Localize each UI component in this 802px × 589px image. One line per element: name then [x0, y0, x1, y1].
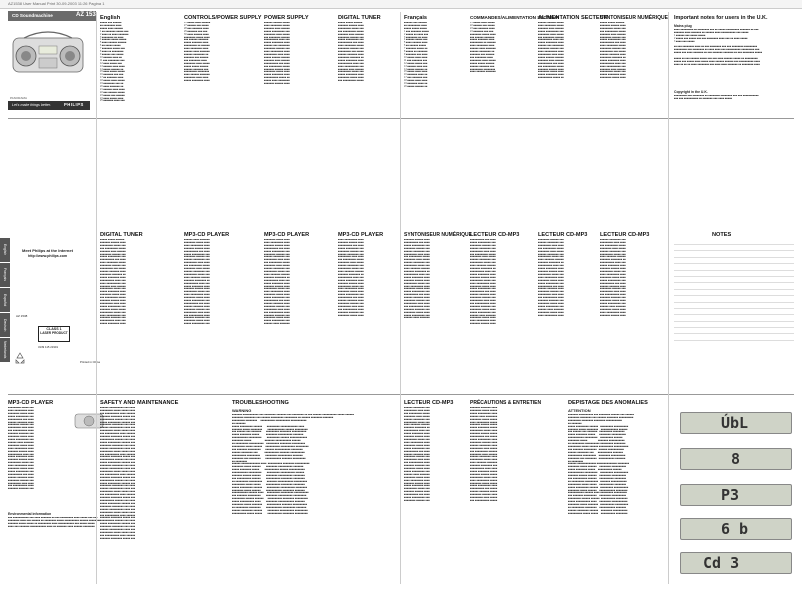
title-alimentation: ALIMENTATION SECTEUR [538, 15, 608, 21]
title-safety: SAFETY AND MAINTENANCE [100, 400, 179, 406]
lcd-text-2: 8 [731, 450, 741, 468]
text-mp3cd-1: ■■■■■■ ■■■■ ■■■■■■■ ■■■■■■■■ ■■■■■ ■■■■ ■■■■ ■■■■■■■■■ ■■■■ ■■■■■■■ ■■■■■■ ■■■■ ■■■■■■■■■■ ■■■ ■■■■ ■■■■■ ■■■■■■■■■ ■■■ ■■■■■■■■ ■■■■■■ ■■■ ■■■■■■ ■■■■■■■■ ■■■ ■■■■■■■■■ ■■■■ ■■■■ ■■■ ■■■■■■■■■ ■■■■■ ■■■■■■■■ ■■■■ ■■■■■ ■■■■■■ ■■■■■■■■ ■■■ ■■■■■■■■■ ■■■■■ ■■■ ■■■■ ■■■■■■■ ■■■■■■ ■■■■■■■ ■■■■■■■■ ■■ ■■■■■■■■■■ ■■■■ ■■■ ■■■■■ ■■■■■■■■ ■■■■ ■■■■■■■ ■■■■■■ ■■■■ ■■■■■■■■■ ■■■■■ ■■■ ■■■■ ■■■■■■■■■ ■■■■ ■■■■■■■■ ■■■■■ ■■■■ ■■■■■ ■■■■■■■■■ ■■■ ■■■■■■■■■■ ■■■ ■■■■ ■■■■■■ ■■■■■■■ ■■■■ ■■■■■■■■ ■■■■■■ ■■■ ■■■■■■■■■ ■■■■ ■■■■ ■■■ ■■■■■■■■■■ ■■■■ ■■■■■■■ ■■■■■■■ ■■■ ■■■■■■■■ ■■■■■ ■■■■ ■■■■■ ■■■■■■■■■ ■■■ [184, 239, 210, 326]
text-depistage: ■■■■■■■ ■■■■■■■■■■ ■■■ ■■■■■■■■ ■■■■■■ ■■■ ■■■■■■ ■■■■■■■■ ■■■■■■■■ ■■■ ■■■■■■ ■■■■■■■■ ■■■■■■■■■■ ■■■■■■■■■ ■■■■■■■■ ■■■■■■■■ ■■■■■■■■■■■ ■■ ■■■■■■■ ■■■■■ ■■■■■■■■■ ■■■■■■ ■■■■■■■■■ ■■■■■■■■■■ ■■■■■■■ ■■■■■ ■■■■■■■■ ■■■■■■■■■■■■ ■■■■■■ ■■■ ■■■■■■ ■■■ ■■■■■■■ ■■■■■■■■■ ■■■■■■■■ ■■■■■ ■■■■■■■■ ■■■■■ ■■■■■■■■ ■■■■■■■■■■ ■■■■■■■■■■■ ■■■■■■■■■ ■■■■■■■■■ ■■■■■■ ■■■■■■■■ ■■■■■ ■■■■■■■ ■■■■■■■■■■■ ■■ ■■■■■■■■■ ■■■■■■■■■■ ■■■■■■■■■ ■■■■■■■■ ■■■■■■■■■ ■■■■■ ■■■■■■ ■■■■■■■■■■ ■■■■■■■■■■ ■■■ ■■■■■■■ ■■■■■■■■■ ■■■■■■ ■■■■■■■■■■■ ■■■■■■ ■■■■■■■■ ■■■ ■■■■■■■■■■ ■■■■■■■ ■■■■■■■■■■ ■■■■■■■■■ ■■■■■■■■ ■■■■■■■■■■ ■■■■■■■■ ■■■ ■■■■■■■■ ■■■■■■■■■■■ ■■■■■■■ ■■ ■■■■■■■■ ■■■■■■ ■■■■■■■■■■■■■ ■■■■■■■■■■■■■■ ■■■■■■■■ ■■■■■■■■ ■■■■■ ■■■■■■ ■■■■■■■■ ■■■■■■■■■■ ■■■■■ ■■■■■■■■ ■■■■■ ■■■■■■■■■■ ■■■■■■ ■■■■■■■■■■■ ■■■■■■■■■ ■■■■■■■■■ ■■■■■■■■■■ ■■■■■■■ ■■■■■■ ■■■■■■ ■■■■■■■■ ■■■■■■■■■■ ■■■ ■■■■■■■■■■ ■■■■■■ ■■■■■■■■■■ ■■■■■■■■ ■■ ■■■■■■■■■ ■■■■■■■■■ ■■■■■■■ ■■■■■■■■■■■ ■■■■■■■■■ ■■■■■ ■■■■■ ■■■■■■■■■■ ■■■■■■■■ ■■■■■ ■■■■■■■■■ ■■■■■■ ■■■■■■■■■ ■■■■■■■■■■ ■■■■■■■■ ■■■■■ ■■■■■■ ■■■■■■■■■■■ ■■■■■■■■ ■■■■■■■■■■■ ■■■■■■ ■■■■ ■■■■■■■■■ ■■■■■■■■■ ■■■ ■■■■■■■ ■■■■■■■■■ ■■■■■■■■ ■■■■■■■■■■ ■■■■■■■■■ ■■■■■■ ■■■■■■ ■■■■■■■■■■ ■■■■■■■■ ■■■■■ ■■■■■■■■■■ ■■■■ ■■■■■■■■ ■■■■■■■■■■■ ■■■■■■■■ ■■■■■ ■■■■■■■ ■■■■■■■■■■ ■■■■■■■■■ ■■ ■■■■■■■■■ ■■■■■■■■ ■■■■■■■■■■■ ■■■■■■■ ■■■■■■ ■■■■■■■■ ■■■■■■ ■■■■■■■■ ■■■■■■■■■■ ■■■■■■■■■■ ■■■■■ ■■■■■ ■■■■■■■■■■ ■■■■■■■■ [568, 414, 635, 515]
title-syntoniseur: SYNTONISEUR NUMÉRIQUE [600, 15, 668, 21]
tagline: Let's make things better. [12, 103, 51, 107]
env-heading: Environmental information [8, 512, 52, 516]
text-power-supply: ■■■■■■ ■■■■■■ ■■■■■ ■■■■ ■■■■■■■■ ■■■■■ ■■■■■■■ ■■■■ ■■■■■■ ■■■■■ ■■■■■■■■■ ■■■ ■■■■■■■■ ■■■■ ■■■■■ ■■■ ■■■■■■■■ ■■■■■■ ■■■■■■■■■■ ■■■■ ■■■ ■■■■■ ■■■■■■■■ ■■■■ ■■■■■■ ■■■ ■■■■■■■■ ■■■■■■■■ ■■■■■■ ■■■ ■■■■ ■■■■■■■■■ ■■■■ ■■■■■■■■■ ■■■■ ■■■■ ■■■■■ ■■■■■■ ■■■■■■ ■■■■■■■ ■■■■ ■■■■■■ ■■■■■■■■■■ ■■■ ■■■■ ■■■ ■■■■■■■■■ ■■■■■ ■■■■■■■ ■■■■■■ ■■■■ ■■■■■■■■ ■■■■■ ■■■■ ■■■■■ ■■■■■■■■ ■■■■ ■■■■■■■■■■ ■■■■■ ■■ ■■■■■ ■■■■ ■■■■■■■■ ■■■■■■■ ■■■■■■ ■■■■ [264, 22, 290, 86]
lcd-display-2 [680, 448, 792, 470]
tab-francais: Français [0, 263, 10, 287]
title-commandes: COMMANDES/ALIMENTATION SECTEUR [470, 15, 560, 20]
title-lecteur-1: LECTEUR CD-MP3 [470, 232, 520, 238]
text-uk-copyright: ■■■■■■■■■ ■■■ ■■■■■■■■ ■■ ■■■■■■■■ ■■■■■■■■ ■■■ ■■■ ■■■■■■■■■■■ ■■■ ■■■ ■■■■■■■■■■ ■■ ■■■■■■■ ■■■ ■■■■ ■■■■■ [674, 95, 759, 100]
text-environment: ■■■ ■■■■■■■■■■■ ■■■ ■■■■ ■■■■■■■ ■■ ■■■ ■■■■■■■■■ ■■■■ ■■■■■ ■■■ ■■■■■■■■ ■■■■ ■■■ ■■■■■■ ■■ ■■■■■■■■ ■■■■■ ■■■■■■■■■■ ■■■■■■ ■■■■■■■■ ■■■■■■■ ■■■■■ ■■■■■ ■■ ■■■■■■■■■ ■■■■ ■■■■■■■■■■■ ■■■ ■■■■■ ■■■■■ ■■■■ ■■■ ■■■■■■■ ■■■■■■■■■■■ ■■■■ ■■ ■■■■■■■ ■■■■ ■■■■■■ ■■■■■■■■ [8, 517, 101, 528]
text-mp3cd-4: ■■■■■■■■■ ■■■■■ ■■■ ■■■■ ■■■■■■■■■ ■■■■ ■■■■■■■■ ■■■■■ ■■■■ ■■■■■ ■■■■■■■■■ ■■■ ■■■■■■■■■■ ■■■ ■■■■ ■■■■■■ ■■■■■■■ ■■■■ ■■■■■■■■ ■■■■■■ ■■■ ■■■■■■■■■ ■■■■ ■■■■ ■■■ ■■■■■■■■■■ ■■■■ ■■■■■■■ ■■■■■■■ ■■■ ■■■■■■■■ ■■■■■ ■■■■ ■■■■■ ■■■■■■■■■ ■■■ ■■■■■■ ■■■■ ■■■■■■■ ■■■■■■■■ ■■■■■ ■■■■ ■■■■ ■■■■■■■■■ ■■■■ ■■■■■■■ ■■■■■■ ■■■■ ■■■■■■■■■■ ■■■■ ■■■ ■■■■■ ■■■■■■■■ ■■■■ ■■■■■■■ ■■■■■■ ■■■■ ■■■■■■■■■ ■■■■■ ■■■ ■■■■ ■■■■■■■■■ ■■■■ ■■■■■■■■ ■■■■■ ■■■■ ■■■■■ ■■■■■■■■■ ■■■ ■■■■■■■■■■ ■■■ ■■■■ ■■■■■■ ■■■■■■■ ■■■■ ■■■■■■■■ ■■■■■■ ■■■ ■■■■■■■■■ ■■■■ ■■■■ ■■■ ■■■■■■■■■■ ■■■■ ■■■■■■■ ■■■■■■■ ■■■ [8, 407, 34, 491]
lcd-display-5 [680, 552, 792, 574]
notes-lines [674, 244, 794, 346]
internet-url[interactable]: http://www.philips.com [28, 254, 68, 258]
recycle-icon [14, 352, 26, 364]
text-precautions: ■■■■■■■ ■■■■■■■ ■■■■ ■■■■■■■■ ■■■■■ ■■■■■ ■■■■■ ■■■■■■■■■ ■■■■ ■■■■■■ ■■■■ ■■■■■■■■ ■■■■■■■■ ■■■■■ ■■■■■ ■■■■ ■■■■■■■■■ ■■■■■ ■■■■■■■ ■■■■■■ ■■■■■ ■■■■■ ■■■■■■■■ ■■■■■ ■■■■■■■■■ ■■■■■ ■■■■ ■■■■■■■ ■■■■■■ ■■■■■ ■■■■■■■■■■ ■■■ ■■■■■ ■■■■■ ■■■■■■■■■ ■■■■ ■■■■■■■■ ■■■■■■ ■■■■ ■■■■■■ ■■■■■■■■ ■■■■ ■■■■■■■■■ ■■■■ ■■■■■ ■■■ ■■■■■■■■■ ■■■■■■ ■■■■■■■■ ■■■■ ■■■■■■ ■■■■■■ ■■■■■■■■ ■■■■ ■■■■■■■■■ ■■■■■ ■■■■ ■■■■ ■■■■■■■ ■■■■■■■ ■■■■■■■ ■■■■■■■■ ■■■ ■■■■■■■■■■ ■■■■ ■■■■ ■■■■■ ■■■■■■■■ ■■■■■ ■■■■■■■ ■■■■■■ ■■■■■ ■■■■■■■■■ ■■■■■ ■■■■ ■■■■ ■■■■■■■■■ ■■■■■ ■■■■■■■■ ■■■■■ ■■■■■ ■■■■■ ■■■■■■■■■ ■■■■ ■■■■■■■■■■ ■■■ ■■■■■ ■■■■■■ ■■■■■■■ ■■■■■ ■■■■■■■■ ■■■■■■ ■■■■ ■■■■■■■■■ ■■■■ ■■■■■ ■■■ ■■■■■■■■■■ ■■■■■ [470, 407, 498, 502]
cover-series: CD Soundmachine [12, 13, 53, 18]
text-lecteur-2: ■■■■■■■■ ■■■■■■ ■■■ ■■■■■■ ■■■■■■■■ ■■■ ■■■■■■■■■ ■■■■ ■■■■ ■■■ ■■■■■■■■■ ■■■■■ ■■■■■■■■ ■■■■ ■■■■■ ■■■■■■ ■■■■■■■■ ■■■ ■■■■■■■■■ ■■■■■ ■■■ ■■■■ ■■■■■■■ ■■■■■■ ■■■■■■■ ■■■■■■■■ ■■ ■■■■■■■■■■ ■■■■ ■■■ ■■■■■ ■■■■■■■■ ■■■■ ■■■■■■■ ■■■■■■ ■■■■ ■■■■■■■■■ ■■■■■ ■■■ ■■■■ ■■■■■■■■■ ■■■■ ■■■■■■■■ ■■■■■ ■■■■ ■■■■■ ■■■■■■■■■ ■■■ ■■■■■■■■■■ ■■■ ■■■■ ■■■■■■ ■■■■■■■ ■■■■ ■■■■■■■■ ■■■■■■ ■■■ ■■■■■■■■■ ■■■■ ■■■■ ■■■ ■■■■■■■■■■ ■■■■ ■■■■■■■ ■■■■■■■ ■■■ ■■■■■■■■ ■■■■■ ■■■■ ■■■■■ ■■■■■■■■■ ■■■ ■■■■■■ ■■■■ ■■■■■■■ ■■■■■■■■ ■■■■■ ■■■■ ■■■■ ■■■■■■■■■ ■■■■ [538, 239, 564, 317]
title-controls: CONTROLS/POWER SUPPLY [184, 15, 262, 21]
attention-label: ATTENTION [568, 408, 591, 413]
tab-nederlands: Nederlands [0, 338, 10, 362]
text-lecteur-1: ■■■■■■■■■■ ■■■ ■■■■ ■■■■■ ■■■■■■■■■ ■■■ ■■■■■■■■ ■■■■■■ ■■■ ■■■■■■ ■■■■■■■■ ■■■ ■■■■■■■■■ ■■■■ ■■■■ ■■■ ■■■■■■■■■ ■■■■■ ■■■■■■■■ ■■■■ ■■■■■ ■■■■■■ ■■■■■■■■ ■■■ ■■■■■■■■■ ■■■■■ ■■■ ■■■■ ■■■■■■■ ■■■■■■ ■■■■■■■ ■■■■■■■■ ■■ ■■■■■■■■■■ ■■■■ ■■■ ■■■■■ ■■■■■■■■ ■■■■ ■■■■■■■ ■■■■■■ ■■■■ ■■■■■■■■■ ■■■■■ ■■■ ■■■■ ■■■■■■■■■ ■■■■ ■■■■■■■■ ■■■■■ ■■■■ ■■■■■ ■■■■■■■■■ ■■■ ■■■■■■■■■■ ■■■ ■■■■ ■■■■■■ ■■■■■■■ ■■■■ ■■■■■■■■ ■■■■■■ ■■■ ■■■■■■■■■ ■■■■ ■■■■ ■■■ ■■■■■■■■■■ ■■■■ ■■■■■■■ ■■■■■■■ ■■■ ■■■■■■■■ ■■■■■ ■■■■ ■■■■■ ■■■■■■■■■ ■■■ ■■■■■■ ■■■■ ■■■■■■■ ■■■■■■■■ ■■■■■ ■■■■ ■■■■ ■■■■■■■■■ ■■■■ ■■■■■■■ ■■■■■■ ■■■■ [470, 239, 496, 326]
title-digital-tuner: DIGITAL TUNER [338, 15, 381, 21]
text-alimentation: ■■■■■■ ■■■■■■ ■■■■■ ■■■■ ■■■■■■■■ ■■■■■ ■■■■■■■ ■■■■ ■■■■■■ ■■■■■ ■■■■■■■■■ ■■■ ■■■■■■■■ ■■■■ ■■■■■ ■■■ ■■■■■■■■ ■■■■■■ ■■■■■■■■■■ ■■■■ ■■■ ■■■■■ ■■■■■■■■ ■■■■ ■■■■■■ ■■■ ■■■■■■■■ ■■■■■■■■ ■■■■■■ ■■■ ■■■■ ■■■■■■■■■ ■■■■ ■■■■■■■■■ ■■■■ ■■■■ ■■■■■ ■■■■■■ ■■■■■■ ■■■■■■■ ■■■■ ■■■■■■ ■■■■■■■■■■ ■■■ ■■■■ ■■■ ■■■■■■■■■ ■■■■■ ■■■■■■■ ■■■■■■ ■■■■ ■■■■■■■■ ■■■■■ ■■■■ ■■■■■ ■■■■■■■■ ■■■■ ■■■■■■■■■■ ■■■■■ ■■ [538, 22, 564, 80]
text-syntoniseur-2: ■■■■■■■ ■■■■■■ ■■■■ ■■■■■■■■■■ ■■■ ■■■■ ■■■■■ ■■■■■■■■■ ■■■ ■■■■■■■■ ■■■■■■ ■■■ ■■■■■■ ■■■■■■■■ ■■■ ■■■■■■■■■ ■■■■ ■■■■ ■■■ ■■■■■■■■■ ■■■■■ ■■■■■■■■ ■■■■ ■■■■■ ■■■■■■ ■■■■■■■■ ■■■ ■■■■■■■■■ ■■■■■ ■■■ ■■■■ ■■■■■■■ ■■■■■■ ■■■■■■■ ■■■■■■■■ ■■ ■■■■■■■■■■ ■■■■ ■■■ ■■■■■ ■■■■■■■■ ■■■■ ■■■■■■■ ■■■■■■ ■■■■ ■■■■■■■■■ ■■■■■ ■■■ ■■■■ ■■■■■■■■■ ■■■■ ■■■■■■■■ ■■■■■ ■■■■ ■■■■■ ■■■■■■■■■ ■■■ ■■■■■■■■■■ ■■■ ■■■■ ■■■■■■ ■■■■■■■ ■■■■ ■■■■■■■■ ■■■■■■ ■■■ ■■■■■■■■■ ■■■■ ■■■■ ■■■ ■■■■■■■■■■ ■■■■ ■■■■■■■ ■■■■■■■ ■■■ ■■■■■■■■ ■■■■■ ■■■■ ■■■■■ ■■■■■■■■■ ■■■ ■■■■■■ ■■■■ ■■■■■■■ [404, 239, 430, 320]
printed-in: Printed in China [80, 360, 100, 364]
lcd-text-5: Cd 3 [703, 554, 740, 572]
text-francais: ■■■■■■ ■■■ ■■■■■■ ■■ ■■■■■■■■■ ■■■■ ■■■■■ ■■■■■ ■■■■■ 1 ■■■ ■■■■■■■ ■■■■■ 2 ■■■■■ ■■ ■■■■ ■■■ 3 ■■■■■■■■ ■■ ■■■■ 4 ■■■■■■ ■■■■■ ■■■ 5 ■■■■ ■■■■■■ ■■■■ 6 ■■ ■■■■■■ ■■■■■ 7 ■■■■■■■ ■■■■■ ■■ 8 ■■■■■ ■■ ■■■■■■■ 9 ■■■■■■■ ■■■ ■■■■ 10 ■■■■■ ■■■■ ■■■■ 11 ■■■ ■■■■■■■ ■■■ 12 ■■■■■ ■■■■■ ■■■ 13 ■■■■■■ ■■■■ ■■■ 14 ■■■■■ ■■■■■■ ■■ 15 ■■■■■ ■■■■ ■■■■ 16 ■■■■■■■ ■■■■ ■■ 17 ■■■ ■■■■■■■ ■■■ 18 ■■■■■ ■■■■ ■■■■ 19 ■■■■■■■ ■■■■ ■■ 20 ■■■■■ ■■■■■■ ■■ [404, 22, 429, 88]
fold-line-2 [8, 394, 794, 395]
fold-line-1 [8, 118, 794, 119]
lcd-display-3 [680, 484, 792, 506]
title-notes: NOTES [712, 232, 732, 238]
title-english: English [100, 15, 121, 21]
title-syntoniseur-2: SYNTONISEUR NUMÉRIQUE [404, 232, 472, 238]
text-lecteur-3: ■■■■■■ ■■■■■■■■ ■■■ ■■■■■■■■■ ■■■■ ■■■■ ■■■ ■■■■■■■■■ ■■■■■ ■■■■■■■■ ■■■■ ■■■■■ ■■■■■■ ■■■■■■■■ ■■■ ■■■■■■■■■ ■■■■■ ■■■ ■■■■ ■■■■■■■ ■■■■■■ ■■■■■■■ ■■■■■■■■ ■■ ■■■■■■■■■■ ■■■■ ■■■ ■■■■■ ■■■■■■■■ ■■■■ ■■■■■■■ ■■■■■■ ■■■■ ■■■■■■■■■ ■■■■■ ■■■ ■■■■ ■■■■■■■■■ ■■■■ ■■■■■■■■ ■■■■■ ■■■■ ■■■■■ ■■■■■■■■■ ■■■ ■■■■■■■■■■ ■■■ ■■■■ ■■■■■■ ■■■■■■■ ■■■■ ■■■■■■■■ ■■■■■■ ■■■ ■■■■■■■■■ ■■■■ ■■■■ ■■■ ■■■■■■■■■■ ■■■■ ■■■■■■■ ■■■■■■■ ■■■ ■■■■■■■■ ■■■■■ ■■■■ ■■■■■ ■■■■■■■■■ ■■■ ■■■■■■ ■■■■ ■■■■■■■ ■■■■■■■■ ■■■■■ ■■■■ ■■■■ ■■■■■■■■■ ■■■■ ■■■■■■■ ■■■■■■ ■■■■ [600, 239, 626, 317]
title-mp3cd-1: MP3-CD PLAYER [184, 232, 230, 238]
column-divider [400, 12, 401, 584]
internet-heading: Meet Philips at the Internet [22, 248, 73, 253]
warning-label: WARNING [232, 408, 252, 413]
panorama-logo: PANORAMA [10, 96, 27, 100]
tab-deutsch: Deutsch [0, 313, 10, 337]
laser-class-label [38, 326, 70, 342]
laser-product: LASER PRODUCT [40, 331, 68, 335]
print-header-text: AZ1538 User Manual Print 30-09-2003 11:26 Pagina 1 [8, 1, 105, 6]
text-lecteur-4: ■■■■■■ ■■■■■■■■ ■■■ ■■■■■■■■■ ■■■■ ■■■■ ■■■ ■■■■■■■■■ ■■■■■ ■■■■■■■■ ■■■■ ■■■■■ ■■■■■■ ■■■■■■■■ ■■■ ■■■■■■■■■ ■■■■■ ■■■ ■■■■ ■■■■■■■ ■■■■■■ ■■■■■■■ ■■■■■■■■ ■■ ■■■■■■■■■■ ■■■■ ■■■ ■■■■■ ■■■■■■■■ ■■■■ ■■■■■■■ ■■■■■■ ■■■■ ■■■■■■■■■ ■■■■■ ■■■ ■■■■ ■■■■■■■■■ ■■■■ ■■■■■■■■ ■■■■■ ■■■■ ■■■■■ ■■■■■■■■■ ■■■ ■■■■■■■■■■ ■■■ ■■■■ ■■■■■■ ■■■■■■■ ■■■■ ■■■■■■■■ ■■■■■■ ■■■ ■■■■■■■■■ ■■■■ ■■■■ ■■■ ■■■■■■■■■■ ■■■■ ■■■■■■■ ■■■■■■■ ■■■ ■■■■■■■■ ■■■■■ ■■■■ ■■■■■ ■■■■■■■■■ ■■■ ■■■■■■ ■■■■ ■■■■■■■ ■■■■■■■■ ■■■■■ ■■■■ ■■■■ ■■■■■■■■■ ■■■■ ■■■■■■■ ■■■■■■ ■■■■ ■■■■■ ■■■■■■■■ ■■■■ ■■■■■■■■■ ■■■■■ ■■■ ■■■■■■■ ■■■■■■ ■■■■ ■■■■■■■■■■ ■■■ ■■■■ ■■■■■ ■■■■■■■■■ ■■■ ■■■■■■■■ ■■■■■■ ■■■ [404, 407, 430, 502]
uk-copyright-heading: Copyright in the U.K. [674, 90, 708, 94]
text-tuner-2: ■■■■■ ■■■■■ ■■■■■■ ■■■■■■■ ■■■■■■ ■■■■ ■■■■■■■■■ ■■■■■ ■■■ ■■■ ■■■■■■■■■ ■■■■■ ■■■■■■■ ■■■■ ■■■■■■ ■■■■■■■■ ■■■■■■ ■■■ ■■■■■ ■■■■■■■■■ ■■■ ■■■■■■■■■■ ■■■ ■■■■ ■■■■ ■■■■■■■■ ■■■■■ ■■■■■■■■ ■■■■■■ ■■■ ■■■■■■■■■ ■■■ ■■■■■ ■■■■■■ ■■■■■■■ ■■■■ ■■■■■■■■ ■■■■■■■ ■■ ■■■■■ ■■■■■■■■ ■■■■ ■■■■■■■■■■ ■■■■ ■■■ ■■■■ ■■■■■■■■■■ ■■■ ■■■■■■■ ■■■■ ■■■■■■ ■■■■■■■■■ ■■■■■ ■■■ ■■■■■ ■■■■■■■■ ■■■■ ■■■■■■■■ ■■■■■ ■■■■ ■■■ ■■■■■■■■■ ■■■■■ ■■■■■■■ ■■■■■■ ■■■■ ■■■■■■■■■ ■■■■ ■■■■ ■■■■■ ■■■■■■■■■ ■■■ ■■■■■■■ ■■■■■ ■■■■■ ■■■■■■■■■ ■■■■■ ■■■ ■■■■ ■■■■■■■■■■ ■■■ ■■■■■■■ ■■■■■■■ ■■■ ■■■■■■■■■■ ■■■■ ■■■ ■■■■■ ■■■■■■■■ ■■■■ [100, 239, 126, 326]
title-precautions: PRÉCAUTIONS & ENTRETIEN [470, 400, 542, 406]
title-lecteur-3: LECTEUR CD-MP3 [600, 232, 650, 238]
title-mp3cd-2: MP3-CD PLAYER [264, 232, 310, 238]
title-francais: Français [404, 15, 428, 21]
title-lecteur-4: LECTEUR CD-MP3 [404, 400, 454, 406]
text-accessories: ■■■■■ ■■■ ■■■■■■ ■■ ■■■■■■■■ ■■■■ ■■■■■ ■■■■ ■■■■■■ 1 ■■ ■■■■■■■ ■■■■■ ■■■ 2 ■■■■ ■■ ■■■■ ■■■■■■■ 3 ■■■■■■■■ ■■ ■■■■ 4 ■■■■■■ ■■■■■ ■■■■■ 5 ■■■■ ■■■■■■ ■■■■■■ 6 ■■ ■■■■■ ■■■■■ 7 ■■■■■■■ ■■■■■ ■■■ 8 ■■■■ ■■ ■■■■■■■■ 9 ■■■■■■ ■■■ ■■■■■ 10 ■■■■■■ ■■■■ ■■ 11 ■■■ ■■■■■■■■ ■■■ 12 ■■■■ ■■■■■ ■■■ 13 ■■■■■■ ■■■■ ■■■■ 14 ■■■■■ ■■■■■■ ■■ 15 ■■■■ ■■■■■ ■■■■■ 16 ■■■■■■■ ■■■ ■■■ 17 ■■ ■■■■■■■ ■■■■ 18 ■■■■■ ■■■■ ■■■■■ 19 ■■■■■■■■ ■■■ ■■ 20 ■■■■ ■■■■■■■ ■■ 21 ■■■■■■ ■■■■ ■■■■ 22 ■■■ ■■■■■■ ■■■■■ 23 ■■■■■ ■■■ ■■■■■■ 24 ■■■■ ■■■■■ ■■■■ 25 ■■■■■■■ ■■■■ ■■■ [100, 22, 129, 103]
uk-mains-plug-heading: Mains plug [674, 24, 692, 28]
title-power-supply: POWER SUPPLY [264, 15, 309, 21]
title-depistage: DEPISTAGE DES ANOMALIES [568, 400, 648, 406]
lcd-text-3: P3 [721, 486, 740, 504]
text-safety: ■■■■■■ ■■■■■■■■■■ ■■■ ■■■■ ■■■■■■■■■ ■■■■■ ■■■■■ ■■■■ ■■■ ■■■■■■■■■■ ■■■■ ■■■■■■ ■■■■■■■ ■■■■■■■■ ■■■■■ ■■■ ■■■■■■■■■■ ■■■■■■ ■■■ ■■■■ ■■■■■ ■■■■■■■■■ ■■■■■■ ■■■ ■■■■■■■■ ■■■■■■■■ ■■■ ■■■■ ■■■■■■ ■■■■■■■■■■ ■■■■ ■■■ ■■■■■■■■■ ■■■■■ ■■■■■ ■■■■ ■■■ ■■■■■■■■■■ ■■■■ ■■■■■■ ■■■■■■■ ■■■■■■■■ ■■■■■ ■■■ ■■■■■■■■■■ ■■■■■■ ■■■ ■■■■ ■■■■■ ■■■■■■■■■ ■■■■■■ ■■■ ■■■■■■■■ ■■■■■■■■ ■■■ ■■■■ ■■■■■■ ■■■■■■■■■■ ■■■■ ■■■ ■■■■■■■■■ ■■■■■ ■■■■■ ■■■■ ■■■ ■■■■■■■■■■ ■■■■ ■■■■■■ ■■■■■■■ ■■■■■■■■ ■■■■■ ■■■ ■■■■■■■■■■ ■■■■■■ ■■■ ■■■■ ■■■■■ ■■■■■■■■■ ■■■■■■ ■■■ ■■■■■■■■ ■■■■■■■■ ■■■ ■■■■ ■■■■■■ ■■■■■■■■■■ ■■■■ ■■■ ■■■■■■■■■ ■■■■■ ■■■■■ ■■■■ ■■■ ■■■■■■■■■■ ■■■■ ■■■■■■ ■■■■■■■ ■■■■■■■■ ■■■■■ ■■■ ■■■■■■■■■■ ■■■■■■ ■■■ ■■■■ ■■■■■ ■■■■■■■■■ ■■■■■■ ■■■ ■■■■■■■■ ■■■■■■■■ ■■■ ■■■■ ■■■■■■ ■■■■■■■■■■ ■■■■ ■■■ ■■■■■■■■■ ■■■■■ ■■■■■ ■■■■ ■■■ ■■■■■■■■■■ ■■■■ ■■■■■■ ■■■■■■■ ■■■■■■■■ ■■■■■ ■■■ ■■■■■■■■■■ ■■■■■■ ■■■ ■■■■ ■■■■■ ■■■■■■■■■ ■■■■■■ ■■■ ■■■■■■■■ ■■■■■■■■ ■■■ ■■■■ ■■■■■■ ■■■■■■■■■■ ■■■■ ■■■ ■■■■■■■■■ ■■■■■ ■■■■■ ■■■■ ■■■ ■■■■■■■■■■ ■■■■ ■■■■■■ ■■■■■■■ ■■■■■■■■ ■■■■■ ■■■ ■■■■■■■■■■ ■■■■■■ ■■■ ■■■■ ■■■■■ ■■■■■■■■■ ■■■■■■ ■■■ ■■■■■■■■ ■■■■■■■■ ■■■ ■■■■ ■■■■■■ ■■■■■■■■■■ ■■■■ ■■■ ■■■■■■■■■ ■■■■■ ■■■■■ ■■■■ ■■■ ■■■■■■■■■■ ■■■■ ■■■■■■ ■■■■■■■ ■■■■■■■■ ■■■■■ ■■■ [100, 407, 136, 540]
print-header [0, 0, 802, 9]
tab-english: English [0, 238, 10, 262]
model-number: AZ 1538 [16, 314, 28, 318]
lcd-display-4 [680, 518, 792, 540]
cover-model: AZ 1538 [76, 12, 100, 18]
text-mp3cd-3: ■■■■ ■■■■■■■■■ ■■■■ ■■■■■■■ ■■■■■■ ■■■■ ■■■■■■■■■■ ■■■ ■■■■ ■■■■■ ■■■■■■■■■ ■■■ ■■■■■■■■ ■■■■■■ ■■■ ■■■■■■ ■■■■■■■■ ■■■ ■■■■■■■■■ ■■■■ ■■■■ ■■■ ■■■■■■■■■ ■■■■■ ■■■■■■■■ ■■■■ ■■■■■ ■■■■■■ ■■■■■■■■ ■■■ ■■■■■■■■■ ■■■■■ ■■■ ■■■■ ■■■■■■■ ■■■■■■ ■■■■■■■ ■■■■■■■■ ■■ ■■■■■■■■■■ ■■■■ ■■■ ■■■■■ ■■■■■■■■ ■■■■ ■■■■■■■ ■■■■■■ ■■■■ ■■■■■■■■■ ■■■■■ ■■■ ■■■■ ■■■■■■■■■ ■■■■ ■■■■■■■■ ■■■■■ ■■■■ ■■■■■ ■■■■■■■■■ ■■■ ■■■■■■■■■■ ■■■ ■■■■ ■■■■■■ ■■■■■■■ ■■■■ ■■■■■■■■ ■■■■■■ ■■■ ■■■■■■■■■ ■■■■ ■■■■ ■■■ ■■■■■■■■■■ ■■■■ ■■■■■■■ ■■■■■■■ ■■■ ■■■■■■■■ ■■■■■ ■■■■ [338, 239, 364, 317]
text-mp3cd-2: ■■■■■■■■ ■■■■■ ■■■■ ■■■■ ■■■■■■■■■ ■■■■ ■■■■■■■ ■■■■■■ ■■■■ ■■■■■■■■■■ ■■■ ■■■■ ■■■■■ ■■■■■■■■■ ■■■ ■■■■■■■■ ■■■■■■ ■■■ ■■■■■■ ■■■■■■■■ ■■■ ■■■■■■■■■ ■■■■ ■■■■ ■■■ ■■■■■■■■■ ■■■■■ ■■■■■■■■ ■■■■ ■■■■■ ■■■■■■ ■■■■■■■■ ■■■ ■■■■■■■■■ ■■■■■ ■■■ ■■■■ ■■■■■■■ ■■■■■■ ■■■■■■■ ■■■■■■■■ ■■ ■■■■■■■■■■ ■■■■ ■■■ ■■■■■ ■■■■■■■■ ■■■■ ■■■■■■■ ■■■■■■ ■■■■ ■■■■■■■■■ ■■■■■ ■■■ ■■■■ ■■■■■■■■■ ■■■■ ■■■■■■■■ ■■■■■ ■■■■ ■■■■■ ■■■■■■■■■ ■■■ ■■■■■■■■■■ ■■■ ■■■■ ■■■■■■ ■■■■■■■ ■■■■ ■■■■■■■■ ■■■■■■ ■■■ ■■■■■■■■■ ■■■■ ■■■■ ■■■ ■■■■■■■■■■ ■■■■ ■■■■■■■ ■■■■■■■ ■■■ ■■■■■■■■ ■■■■■ ■■■■ ■■■■■ ■■■■■■■■■ ■■■ ■■■■■■ ■■■■ ■■■■■■■ [264, 239, 290, 326]
text-controls: 26 ■■■■■ ■■■■ ■■■■■■ 27 ■■■■■■ ■■■ ■■■■■ 28 ■■■ ■■■■■■■ ■■■■ 29 ■■■■■■■ ■■■ ■■■ 30 ■■■■ ■■■■■■ ■■■■ ■■■■■■■■ ■■■■■ ■■■■ ■■■ ■■■■■■ ■■■■■■■ ■■■■■ ■■■■■■■ ■■■■ ■■■■■■■■■ ■■ ■■■■■■ ■■■■ ■■■■■■■■ ■■■■ ■■■■■■ ■■■■ ■■■■■■■ ■■■■■■ ■■■■■■■■ ■■ ■■■■■■■ ■■■ ■■■■■■ ■■■ ■■■■■■■■ ■■■■ ■■■■■■■■ ■■■■ ■■■■■ ■■■■■ ■■■■■ ■■■■■■ ■■■■■■ ■■■■■■■ ■■■ ■■■■■■■■■ ■■■■■■■■ ■■■■ ■■■■■■ ■■■■■■■ ■■■■■■■■ ■■■■ ■■■■ ■■■■■ ■■■■■■■■ ■■■■ [184, 22, 211, 83]
title-uk-notes: Important notes for users in the U.K. [674, 15, 768, 21]
laser-class: CLASS 1 [46, 327, 62, 331]
title-mp3cd-3: MP3-CD PLAYER [338, 232, 384, 238]
philips-logo: PHILIPS [64, 102, 84, 107]
title-tuner-2: DIGITAL TUNER [100, 232, 143, 238]
lcd-text-4: 6 b [721, 520, 749, 538]
title-troubleshooting: TROUBLESHOOTING [232, 400, 289, 406]
text-digital-tuner: ■■■■■ ■■■■■ ■■■■■■ ■■■■■■■ ■■■■■■ ■■■■ ■■■■■■■■■ ■■■■■ ■■■ ■■■ ■■■■■■■■■ ■■■■■ ■■■■■■■ ■■■■ ■■■■■■ ■■■■■■■■ ■■■■■■ ■■■ ■■■■■ ■■■■■■■■■ ■■■ ■■■■■■■■■■ ■■■ ■■■■ ■■■■ ■■■■■■■■ ■■■■■ ■■■■■■■■ ■■■■■■ ■■■ ■■■■■■■■■ ■■■ ■■■■■ ■■■■■■ ■■■■■■■ ■■■■ ■■■■■■■■ ■■■■■■■ ■■ ■■■■■ ■■■■■■■■ ■■■■ ■■■■■■■■■■ ■■■■ ■■■ ■■■■ ■■■■■■■■■■ ■■■ ■■■■■■■ ■■■■ ■■■■■■ ■■■■■■■■■ ■■■■■ ■■■ ■■■■■ ■■■■■■■■ ■■■■ ■■■■■■■■ ■■■■■ ■■■■ ■■■ ■■■■■■■■■ ■■■■■ [338, 22, 364, 83]
lcd-display-1 [680, 412, 792, 434]
lcd-text-1: ÚbL [721, 414, 749, 432]
column-divider [96, 12, 97, 584]
text-troubleshooting: ■■■■■■■ ■■■■■■■■■■■ ■■■ ■■■■■■■■ ■■■■■■■ ■■■ ■■■■■■■■ ■■ ■■■ ■■■■■■ ■■■■■■■■■■ ■■■■■ ■■■■■■ ■■■■■■■■ ■■■■■■■■ ■■■ ■■■■■■ ■■■■■■■■■ ■■■■■■■■■ ■■ ■■■■■■ ■■■■■■■■ ■■■■■■■ ■■■■■■■■■ ■■■■■■■■ ■■■■■■■■■■ ■■■■■■■■■■ ■■■■■■■■■■■ ■■ ■■■■■■■ ■■■■■ ■■■■■■■■■ ■■■■■■ ■■■■■■■■■ ■■■■■■■■■■■■ ■■■■ ■■■■■■■ ■■■■■ ■■■■■■■■ ■■■■■■■■■■■■ ■■■■■■ ■■■■■■■■■ ■■■ ■■■■■■ ■■■ ■■■■■■■ ■■■■■■■■■ ■■■■■■■■ ■■■■■■■■■■ ■■■■■ ■■■■■■■■ ■■■■■ ■■■■■■■■ ■■■■■■■■■■ ■■■■■■■ ■■■■■■■■■■■ ■■■■■■■■■ ■■■■■■■■■ ■■■■■■ ■■■■■■■■■■■■ ■■■■■■■■ ■■■■■ ■■■■■■■ ■■■■■■■■■■■ ■■■■■■ ■■ ■■■■■■■■■ ■■■■■■■■■■ ■■■■■■■■■ ■■■■■■■■ ■■■■■■■■■ ■■■■■■■■■ ■■■■■ ■■■■■■ ■■■■■■■■■■ ■■■■■■■■■■ ■■■■■■■■■ ■■■ ■■■■■■■ ■■■■■■■■■ ■■■■■■ ■■■■■■■■■■■ ■■■■■■■■ ■■■■■■ ■■■■■■■■ ■■■ ■■■■■■■■■■ ■■■■■■■ ■■■■■■■■■■ ■■■■■■■■■■ ■■■■■■■■■ ■■■■■■■■ ■■■■■■■■■■ ■■■■■■■ ■■■■■■■■ ■■■ ■■■■■■■■ ■■■■■■■■■■■ ■■■■■■■ ■■■■■■■■■ ■■ ■■■■■■■■ ■■■■■■ ■■■■■■■■■■■■■ ■■■■ ■■■■■■■■■■ ■■■■■■■■ ■■■■■■■■■■ ■■■■■■■■ ■■■■■ ■■■■■■ ■■■■■■■■ ■■■■■■■■■■ ■■■■■■■ ■■■■■ ■■■■■■■■ ■■■■■ ■■■■■■■■■■ ■■■■■■ ■■■■■■■■■■■ ■■■■■■■■■■■ ■■■■■■■■■ ■■■■■■■■■ ■■■■■■■■■■ ■■■■■■ ■■■■■■■ ■■■■■■ ■■■■■■ ■■■■■■■■ ■■■■■■■■■■ ■■■■■■■■ ■■■ ■■■■■■■■■■ ■■■■■■ ■■■■■■■■■■ ■■■■■■■■ ■■■■■■■■ ■■ ■■■■■■■■■ ■■■■■■■■■ ■■■■■■■ ■■■■■■■■■■■ ■■■■■■■■■ ■■■■■■■■■ ■■■■■ ■■■■■ ■■■■■■■■■■ ■■■■■■■■ ■■■■■■■■ ■■■■■ ■■■■■■■■■ ■■■■■■ ■■■■■■■■■ ■■■■■■■■■■ ■■■■■■■■ ■■■■■■■■ ■■■■■ ■■■■■■ ■■■■■■■■■■■ ■■■■■■■■ ■■■■■■■ ■■■■■■■■■■■ ■■■■■■ ■■■■ ■■■■■■■■■ ■■■■■■■■■ ■■■■■■■■■■ ■■■ ■■■■■■■ ■■■■■■■■■ ■■■■■■■■ ■■■■■■■■■■ ■■■■■■■■■ ■■■■■■■■■ ■■■■■■ ■■■■■■ ■■■■■■■■■■ ■■■■■■■■ ■■■■■■■■■ ■■■■■ ■■■■■■■■■■ ■■■■ ■■■■■■■■ ■■■■■■■■■■■ ■■■■■■■ ■■■■■■■■ ■■■■■ ■■■■■■■ ■■■■■■■■■■ ■■■■■■■ ■■■■■■■■■■ ■■ ■■■■■■■■■ ■■■■■■■■ ■■■■■■■■■■■ ■■■■■■■■■ ■■■■■■■ ■■■■■■ ■■■■■■■■ ■■■■■■ ■■■■■■■■ ■■■■■■■■■■ ■■■■■■■■■ ■■■■■■■■■■ ■■■■■ ■■■■■ ■■■■■■■■■■ ■■■■■■■■ ■■■■■■■■■ [232, 414, 355, 515]
title-lecteur-2: LECTEUR CD-MP3 [538, 232, 588, 238]
cd-player-illustration [10, 24, 86, 76]
column-divider [668, 12, 669, 584]
text-commandes: 21 ■■■■■ ■■■■ ■■■■■ 22 ■■■■■■ ■■■ ■■■■■ 23 ■■■ ■■■■■■■ ■■■■ 24 ■■■■■■■ ■■■ ■■■ ■■■■■■■■ ■■■■■ ■■■■ ■■■ ■■■■■■ ■■■■■■■ ■■■■■ ■■■■■■■ ■■■■ ■■■■■■■■■ ■■ ■■■■■■ ■■■■ ■■■■■■■■ ■■■■ ■■■■■■ ■■■■ ■■■■■■■ ■■■■■■ ■■■■■■■■ ■■ ■■■■■■■ ■■■ ■■■■■■ ■■■ ■■■■■■■■ ■■■■ ■■■■■■■■ ■■■■ ■■■■■ ■■■■■ ■■■■■ ■■■■■■ ■■■■■■ ■■■■■■■ ■■■ ■■■■■■■■■ ■■■■■■■■ ■■■■ ■■■■■■ ■■■■■■■ [470, 22, 496, 74]
text-syntoniseur: ■■■■■ ■■■■■ ■■■■■■ ■■■■■■■ ■■■■■■ ■■■■ ■■■■■■■■■ ■■■■■ ■■■ ■■■ ■■■■■■■■■ ■■■■■ ■■■■■■■ ■■■■ ■■■■■■ ■■■■■■■■ ■■■■■■ ■■■ ■■■■■ ■■■■■■■■■ ■■■ ■■■■■■■■■■ ■■■ ■■■■ ■■■■ ■■■■■■■■ ■■■■■ ■■■■■■■■ ■■■■■■ ■■■ ■■■■■■■■■ ■■■ ■■■■■ ■■■■■■ ■■■■■■■ ■■■■ ■■■■■■■■ ■■■■■■■ ■■ ■■■■■ ■■■■■■■■ ■■■■ ■■■■■■■■■■ ■■■■ ■■■ ■■■■ ■■■■■■■■■■ ■■■ ■■■■■■■ ■■■■ ■■■■■■ ■■■■■■■■■ ■■■■■ ■■■ ■■■■■ ■■■■■■■■ ■■■■ ■■■■■■■■ ■■■■■ ■■■■ [600, 22, 626, 80]
part-code: 3139 115 21901 [38, 345, 59, 349]
title-mp3cd-4: MP3-CD PLAYER [8, 400, 54, 406]
tab-espanol: Español [0, 288, 10, 312]
text-uk-mains: ■■■■ ■■■■■■■■■ ■■ ■■■■■■■■ ■■■ ■■ ■■■■■ ■■■■■■■■■ ■■■■■■■ ■■ ■■■ ■■■■■■■ ■■■■ ■■■■■■■ ■■ ■■■■■■ ■■■■ ■■■■■■■■■■ ■■■ ■■■■■ 1 ■■■■■■ ■■■ ■■■■■ ■■■■■ 2 ■■■■■ ■■■ ■■■■■ ■■■ ■■■ ■■■■■■■■ ■■■■ ■■■ ■■ ■■■■ ■■■■■ 3 ■■■■ ■■■ ■■■■■ ■■ ■■■ ■■■■■■■■ ■■■■ ■■ ■■■ ■■■■■■■■ ■■■ ■■■ ■■■■■■■■ ■■■■■■■■■ ■■■■■■■■■ ■■■ ■■■■■■■■ ■■ ■■■■ ■■■■ ■■■ ■■■■■■■■■■ ■■■■■■■■■ ■■■ ■■■■■ ■■■ ■■■■ ■■■■■■■ ■■ ■■■ ■■■■■■■ ■■■■■■■ ■■ ■■■ ■■■■■■■■ ■■■■■ ■■■■■ ■■ ■■■ ■■■■■■ ■■■■■ ■■■ ■■■ ■■■■ ■■■■■■ ■■■■■ ■■ ■■■■■■■■■ ■■■■■ ■■■ ■■■■■ ■■■■ ■■■■■ ■■■■ ■■■■■■ ■■■■■■ ■■■ ■■■■■■■■■■ ■■■■ ■■■■ ■■ ■■ ■■ ■■■■ ■■■■■■■■ ■■■ ■■■■ ■■■■ ■■■■■■■ ■■ ■■■■■■■■ ■■■■ [674, 29, 763, 66]
